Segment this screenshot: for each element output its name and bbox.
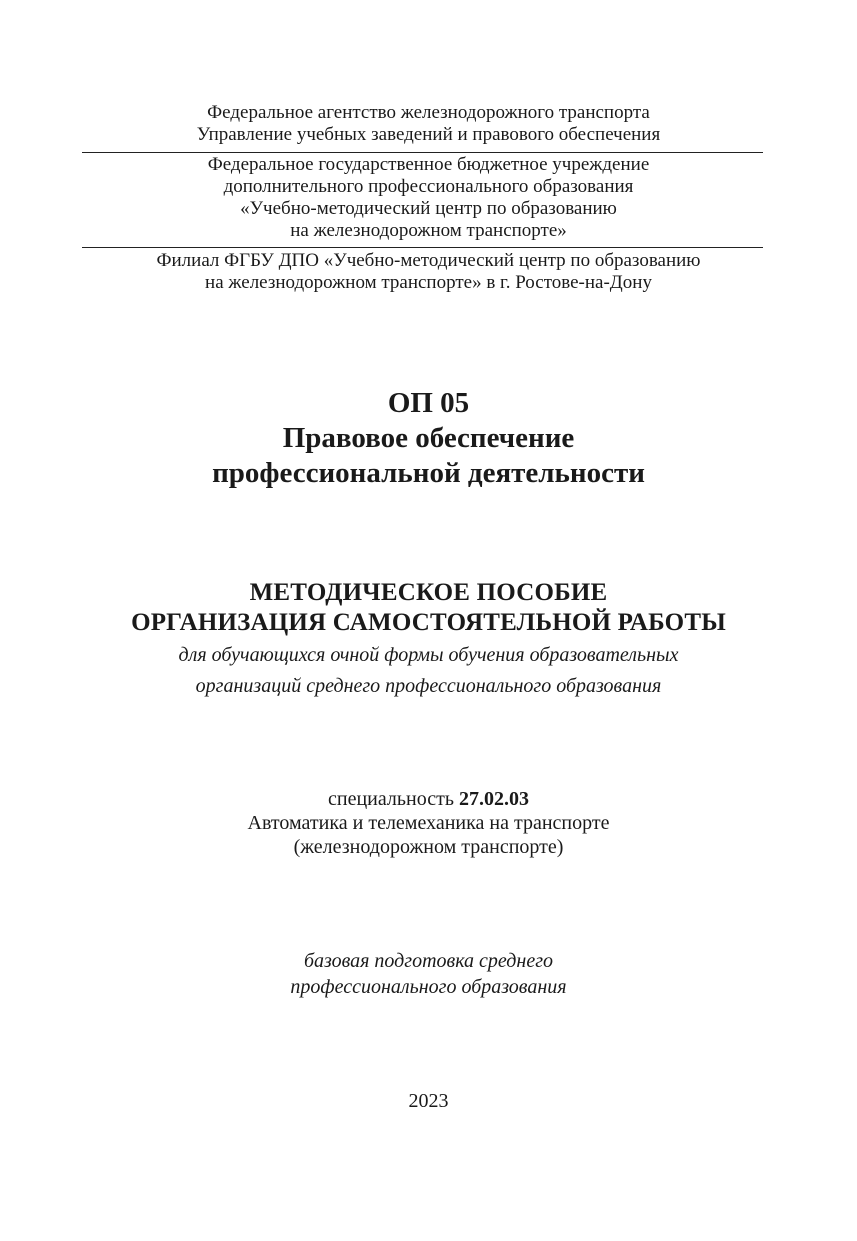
specialty-code: 27.02.03 [458,788,529,810]
specialty [0,787,857,859]
specialty-code-line [0,787,857,811]
audience-line: организаций среднего профессионального образования [195,675,662,697]
discipline-title [0,386,857,491]
agency-header [0,102,857,146]
document-type-line: МЕТОДИЧЕСКОЕ ПОСОБИЕ [249,579,608,606]
institution-line: дополнительного профессионального образования [223,176,634,197]
institution-line: «Учебно-методический центр по образованию [240,198,617,219]
document-type-line: ОРГАНИЗАЦИЯ САМОСТОЯТЕЛЬНОЙ РАБОТЫ [131,609,726,636]
publication-year: 2023 [408,1090,449,1112]
training-level [0,948,857,1000]
agency-line: Федеральное агентство железнодорожного транспорта [207,102,650,123]
discipline-code: ОП 05 [387,387,470,419]
institution-line: на железнодорожном транспорте» [290,220,567,241]
agency-line: Управление учебных заведений и правового обеспечения [196,124,661,145]
branch-header [0,250,857,294]
header-divider [82,247,763,248]
institution-line: Федеральное государственное бюджетное учреждение [207,154,650,175]
header-divider [82,152,763,153]
specialty-label: специальность [328,788,454,810]
specialty-name-line: (железнодорожном транспорте) [293,836,564,858]
training-level-line: профессионального образования [290,976,567,998]
branch-line: на железнодорожном транспорте» в г. Ростове-на-Дону [205,272,652,293]
branch-line: Филиал ФГБУ ДПО «Учебно-методический центр по образованию [156,250,701,271]
specialty-name-line: Автоматика и телемеханика на транспорте [247,812,610,834]
document-type [0,578,857,638]
audience [0,640,857,702]
audience-line: для обучающихся очной формы обучения образовательных [178,644,679,666]
discipline-name-line: Правовое обеспечение [282,422,575,454]
discipline-name-line: профессиональной деятельности [212,457,645,489]
training-level-line: базовая подготовка среднего [303,950,554,972]
institution-header [0,154,857,242]
